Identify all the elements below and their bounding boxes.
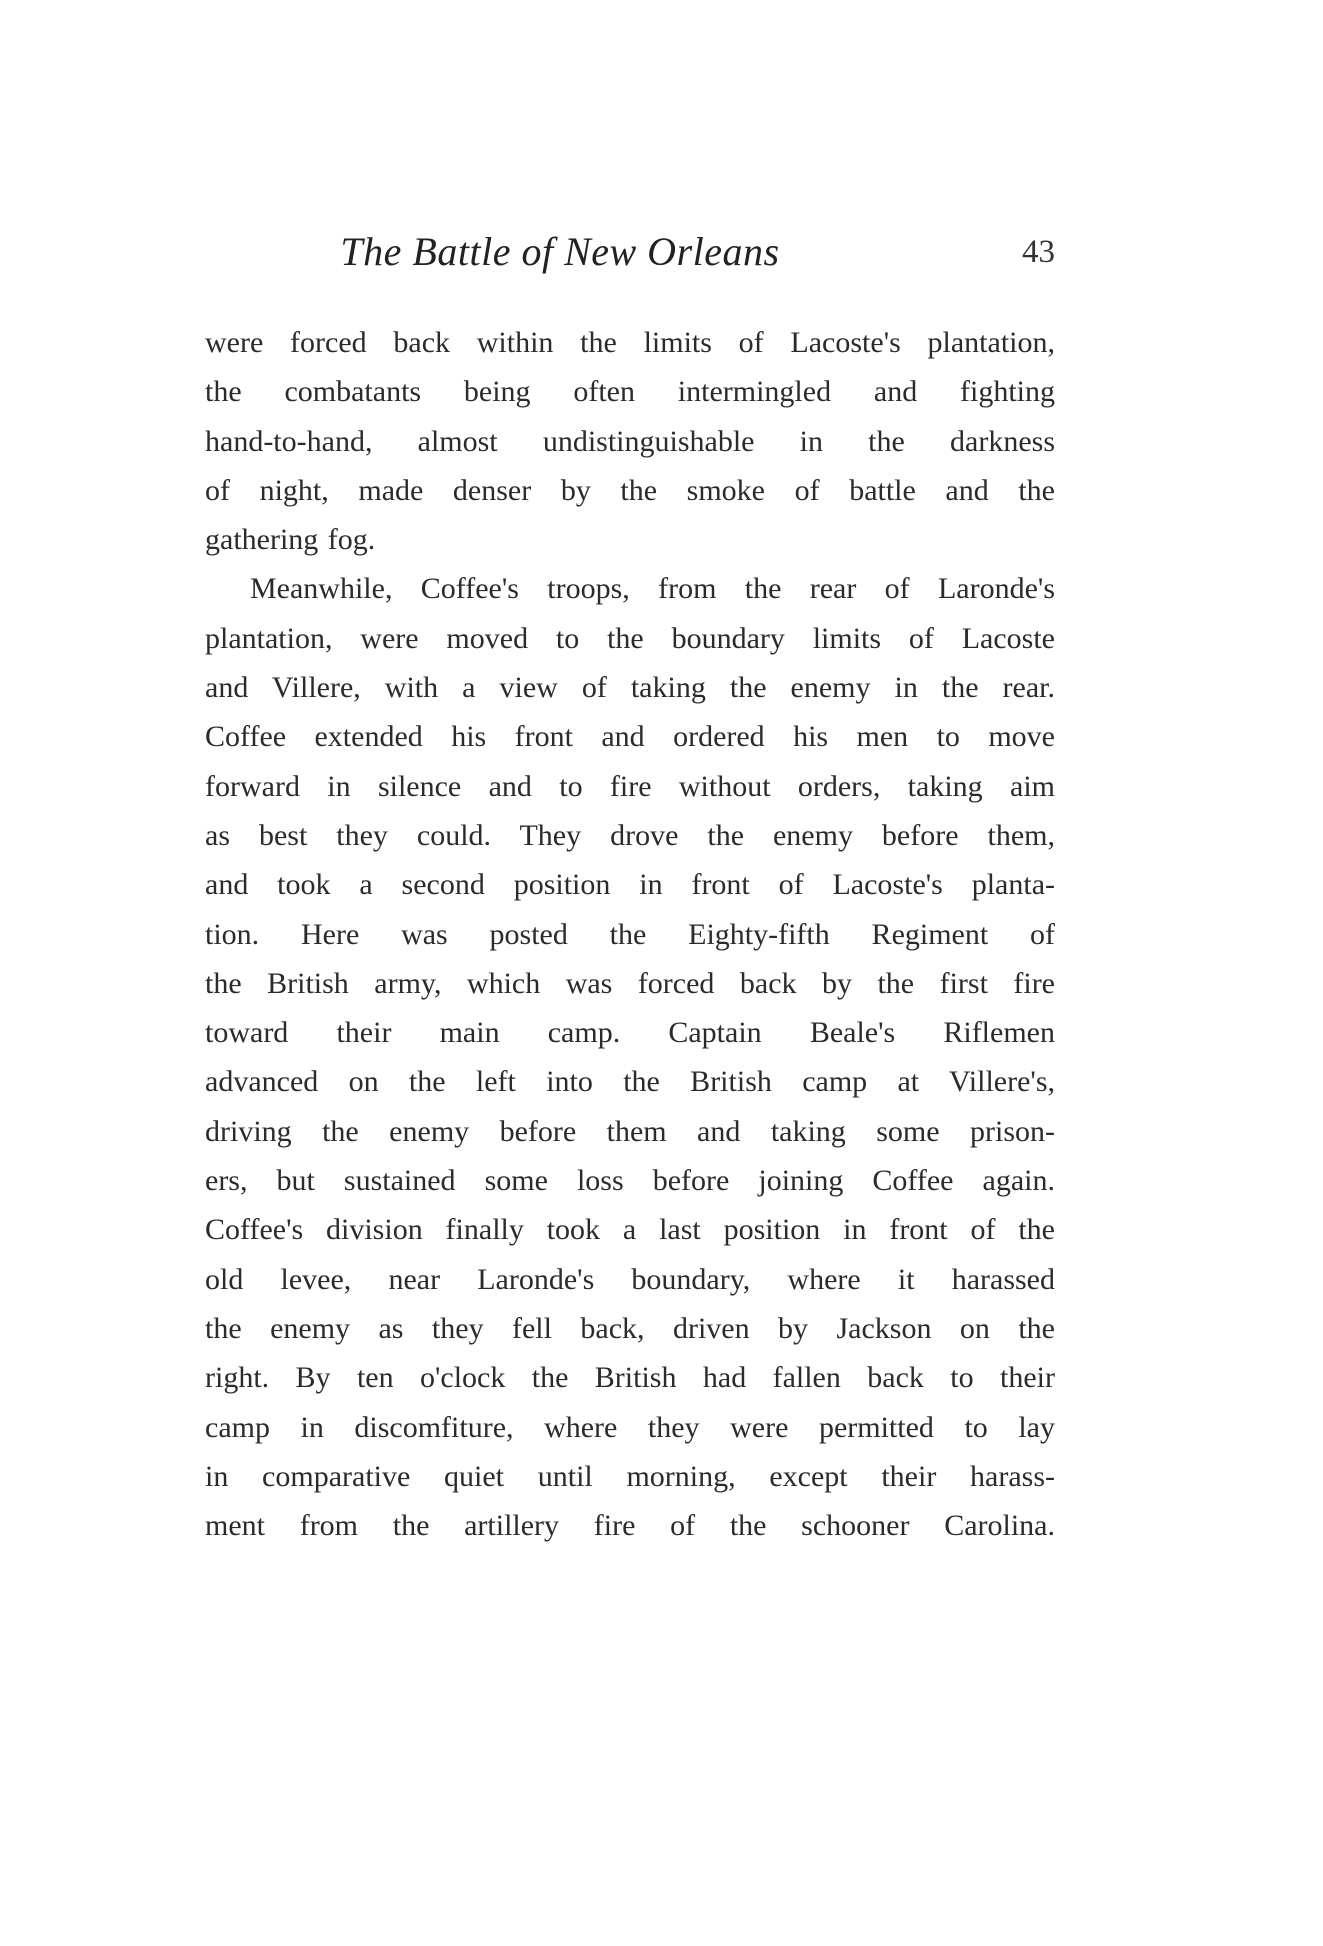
text-line: advanced on the left into the British camp at Villere's,: [205, 1065, 1055, 1099]
text-line: plantation, were moved to the boundary limits of Lacoste: [205, 621, 1055, 655]
text-line: were forced back within the limits of Lacoste's plantation,: [205, 326, 1055, 359]
text-line: driving the enemy before them and taking some prison-: [205, 1114, 1055, 1148]
text-line: and took a second position in front of Lacoste's planta-: [205, 868, 1055, 902]
text-line: Coffee extended his front and ordered his men to move: [205, 720, 1055, 754]
text-line: in comparative quiet until morning, except their harass-: [205, 1459, 1055, 1493]
text-line: tion. Here was posted the Eighty-fifth Regiment of: [205, 917, 1055, 951]
text-line: old levee, near Laronde's boundary, where it harassed: [205, 1262, 1055, 1296]
text-line: of night, made denser by the smoke of battle and the: [205, 473, 1055, 507]
text-line: toward their main camp. Captain Beale's Riflemen: [205, 1016, 1055, 1050]
text-line: the enemy as they fell back, driven by Jackson on the: [205, 1311, 1055, 1345]
text-line: the British army, which was forced back by the first fire: [205, 966, 1055, 1000]
text-line: right. By ten o'clock the British had fallen back to their: [205, 1361, 1055, 1395]
text-line: ment from the artillery fire of the schooner Carolina.: [205, 1509, 1055, 1543]
text-line: hand-to-hand, almost undistinguishable in the darkness: [205, 424, 1055, 458]
text-line: camp in discomfiture, where they were permitted to lay: [205, 1410, 1055, 1444]
text-line: as best they could. They drove the enemy before them,: [205, 818, 1055, 852]
text-line: and Villere, with a view of taking the enemy in the rear.: [205, 671, 1055, 705]
text-line: Coffee's division finally took a last position in front of the: [205, 1213, 1055, 1247]
text-line: Meanwhile, Coffee's troops, from the rear of Laronde's: [250, 572, 1055, 606]
text-line: gathering fog.: [205, 523, 376, 557]
text-line: ers, but sustained some loss before joining Coffee again.: [205, 1164, 1055, 1198]
page-number: 43: [1022, 234, 1055, 270]
body-text: [205, 318, 1055, 1550]
running-head: [205, 228, 1065, 288]
running-title: The Battle of New Orleans: [340, 229, 780, 274]
text-line: forward in silence and to fire without orders, taking aim: [205, 769, 1055, 803]
text-line: the combatants being often intermingled and fighting: [205, 375, 1055, 409]
